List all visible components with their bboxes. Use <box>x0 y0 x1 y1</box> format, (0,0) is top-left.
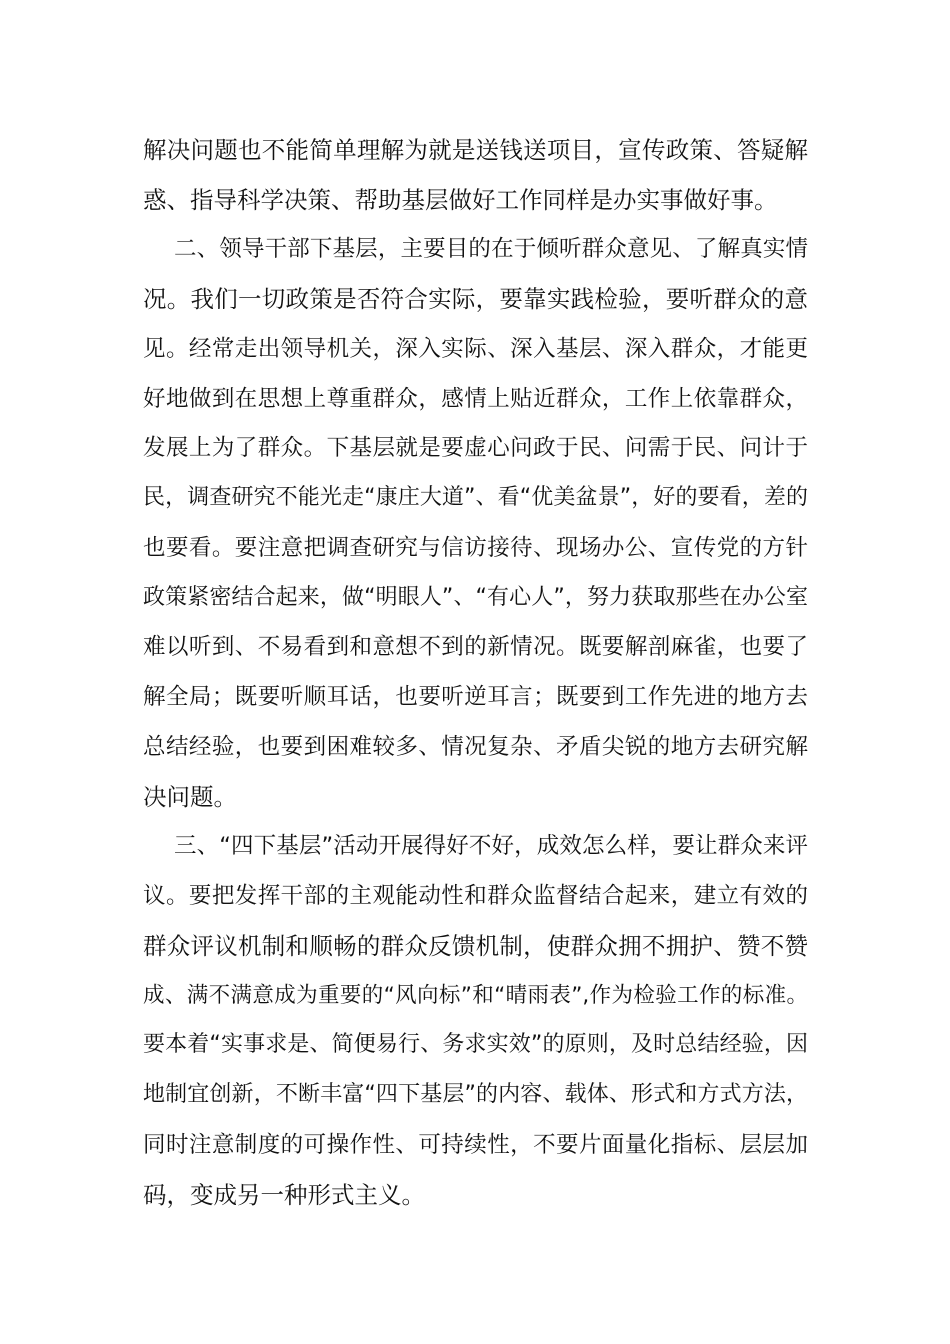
text-line: 解全局；既要听顺耳话，也要听逆耳言；既要到工作先进的地方去 <box>143 684 808 710</box>
text-line: 解决问题也不能简单理解为就是送钱送项目，宣传政策、答疑解 <box>143 136 808 164</box>
text-line: 同时注意制度的可操作性、可持续性，不要片面量化指标、层层加 <box>143 1132 808 1158</box>
text-line: 要本着“实事求是、简便易行、务求实效”的原则，及时总结经验，因 <box>143 1032 808 1057</box>
text-line: 决问题。 <box>143 783 237 811</box>
text-line: 议。要把发挥干部的主观能动性和群众监督结合起来，建立有效的 <box>143 883 808 909</box>
text-line: 政策紧密结合起来，做“明眼人”、“有心人”，努力获取那些在办公室 <box>143 585 808 610</box>
text-line: 好地做到在思想上尊重群众，感情上贴近群众，工作上依靠群众， <box>143 386 808 412</box>
text-line: 总结经验，也要到困难较多、情况复杂、矛盾尖锐的地方去研究解 <box>143 734 808 760</box>
text-line: 发展上为了群众。下基层就是要虚心问政于民、问需于民、问计于 <box>143 435 808 461</box>
text-line: 见。经常走出领导机关，深入实际、深入基层、深入群众，才能更 <box>143 336 808 362</box>
text-line: 惑、指导科学决策、帮助基层做好工作同样是办实事做好事。 <box>143 186 778 214</box>
text-line: 况。我们一切政策是否符合实际，要靠实践检验，要听群众的意 <box>143 285 808 313</box>
text-line: 二、领导干部下基层，主要目的在于倾听群众意见、了解真实情 <box>174 236 808 262</box>
text-line: 难以听到、不易看到和意想不到的新情况。既要解剖麻雀，也要了 <box>143 634 808 660</box>
text-line: 民，调查研究不能光走“康庄大道”、看“优美盆景”，好的要看，差的 <box>143 485 808 510</box>
text-line: 地制宜创新，不断丰富“四下基层”的内容、载体、形式和方式方法， <box>143 1082 808 1107</box>
text-line: 群众评议机制和顺畅的群众反馈机制，使群众拥不拥护、赞不赞 <box>143 932 808 960</box>
text-line: 也要看。要注意把调查研究与信访接待、现场办公、宣传党的方针 <box>143 535 808 561</box>
text-line: 成、满不满意成为重要的“风向标”和“晴雨表”,作为检验工作的标准。 <box>143 983 808 1008</box>
text-line: 三、“四下基层”活动开展得好不好，成效怎么样，要让群众来评 <box>174 833 808 859</box>
text-line: 码，变成另一种形式主义。 <box>143 1181 425 1209</box>
